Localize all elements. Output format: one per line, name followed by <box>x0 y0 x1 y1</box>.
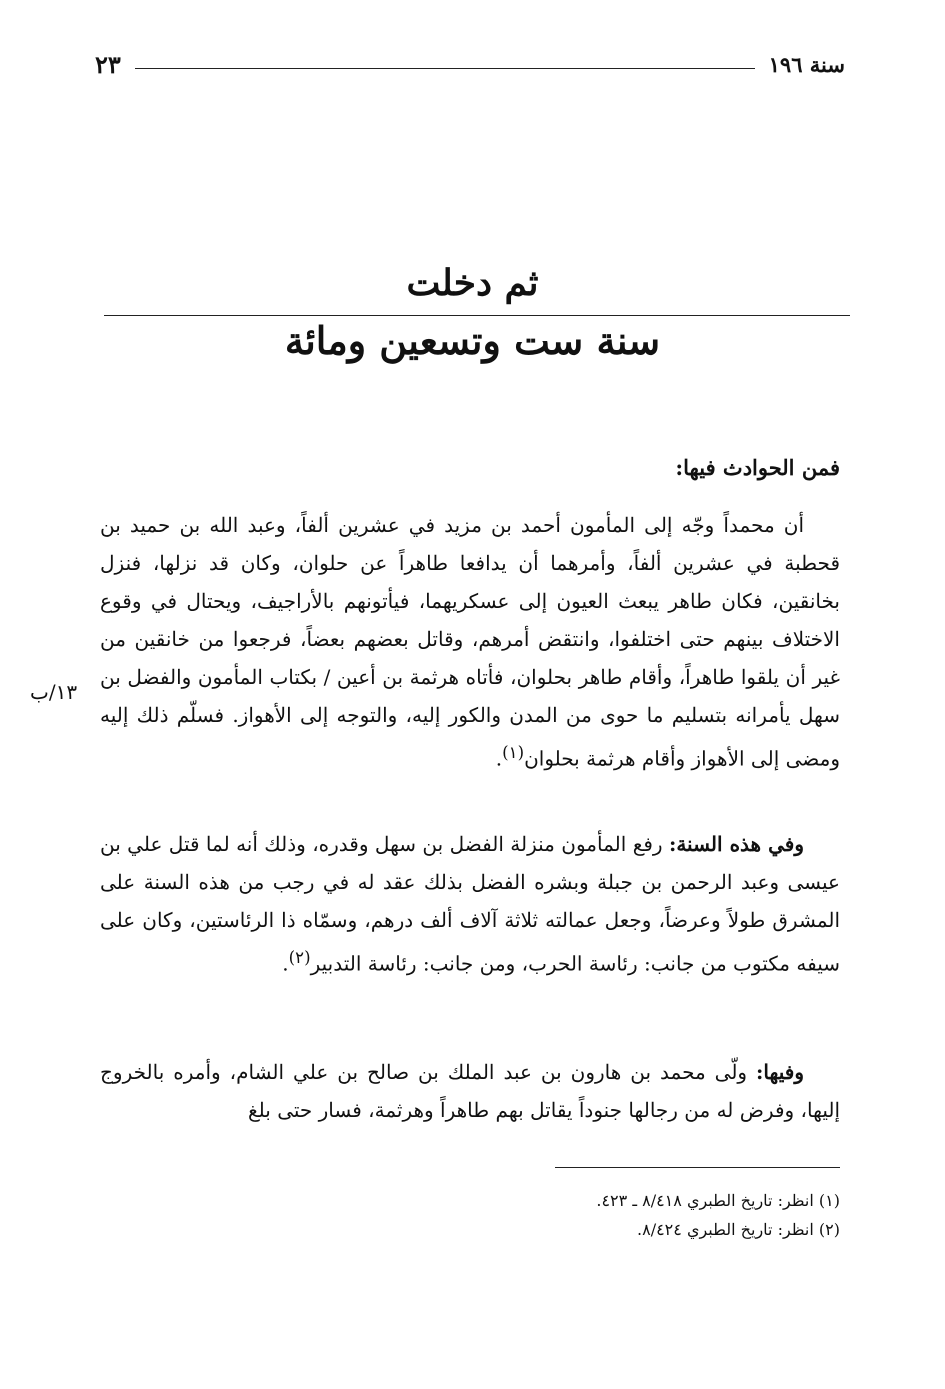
paragraph-text: رفع المأمون منزلة الفضل بن سهل وقدره، وذلك أنه لما قتل علي بن عيسى وعبد الرحمن بن جبلة وبشره الفضل بذلك عقد له في رجب من هذه السنة على المشرق طولاً وعرضاً، وجعل عمالته ثلاثة آلاف ألف درهم، وسمّاه ذا الرئاستين، وكان على سيفه مكتوب من جانب: رئاسة الحرب، ومن جانب: رئاسة التدبير <box>100 832 840 976</box>
paragraph-lead: وفيها: <box>756 1060 804 1084</box>
footnotes <box>100 1186 840 1244</box>
chapter-rule <box>104 315 850 316</box>
chapter-title: سنة ست وتسعين ومائة <box>284 318 661 363</box>
page-number: ٢٣ <box>95 49 121 79</box>
footnote-rule <box>555 1167 840 1168</box>
footnote-2: (٢) انظر: تاريخ الطبري ٨/٤٢٤. <box>637 1220 840 1239</box>
paragraph-text: أن محمداً وجّه إلى المأمون أحمد بن مزيد في عشرين ألفاً، وعبد الله بن حميد بن قحطبة في عشرين ألفاً، وأمرهما أن يدافعا طاهراً عن حلوان، وكان قد نزلها، فنزل بخانقين، فكان طاهر يبعث العيون إلى عسكريهما، فيأتونهم بالأراجيف، ويحتال في وقوع الاختلاف بينهم حتى اختلفوا، وانتقض أمرهم، وقاتل بعضهم بعضاً، فرجعوا من خانقين من غير أن يلقوا طاهراً، وأقام طاهر بحلوان، فأتاه هرثمة بن أعين / بكتاب المأمون والفضل بن سهل يأمرانه بتسليم ما حوى من المدن والكور إليه، والتوجه إلى الأهواز. فسلّم ذلك إليه ومضى إلى الأهواز وأقام هرثمة بحلوان <box>100 513 840 771</box>
running-header <box>95 44 845 84</box>
header-rule <box>135 68 755 69</box>
paragraph-text: ولّى محمد بن هارون بن عبد الملك بن صالح بن علي الشام، وأمره بالخروج إليها، وفرض له من رجالها جنوداً يقاتل بهم طاهراً وهرثمة، فسار حتى بلغ <box>100 1060 840 1122</box>
paragraph-events: أن محمداً وجّه إلى المأمون أحمد بن مزيد في عشرين ألفاً، وعبد الله بن حميد بن قحطبة في عشرين ألفاً، وأمرهما أن يدافعا طاهراً عن حلوان، وكان قد نزلها، فنزل بخانقين، فكان طاهر يبعث العيون إلى عسكريهما، فيأتونهم بالأراجيف، ويحتال في وقوع الاختلاف بينهم حتى اختلفوا، وانتقض أمرهم، وقاتل بعضهم بعضاً، فرجعوا من خانقين من غير أن يلقوا طاهراً، وأقام طاهر بحلوان، فأتاه هرثمة بن أعين / بكتاب المأمون والفضل بن سهل يأمرانه بتسليم ما حوى من المدن والكور إليه، والتوجه إلى الأهواز. فسلّم ذلك إليه ومضى إلى الأهواز وأقام هرثمة بحلوان$^{(١)}$. <box>100 513 840 771</box>
paragraph-sham <box>100 1053 840 1129</box>
paragraph-fadl: وفي هذه السنة: رفع المأمون منزلة الفضل بن سهل وقدره، وذلك أنه لما قتل علي بن عيسى وعبد الرحمن بن جبلة وبشره الفضل بذلك عقد له في رجب من هذه السنة على المشرق طولاً وعرضاً، وجعل عمالته ثلاثة آلاف ألف درهم، وسمّاه ذا الرئاستين، وكان على سيفه مكتوب من جانب: رئاسة الحرب، ومن جانب: رئاسة التدبير$^{(٢)}$. <box>100 832 840 976</box>
margin-folio-note: ١٣/ب <box>30 680 78 704</box>
running-title: سنة ١٩٦ <box>768 51 845 77</box>
footnote-ref-2: (٢) <box>288 948 311 967</box>
chapter-kicker: ثم دخلت <box>406 262 539 304</box>
section-heading: فمن الحوادث فيها: <box>675 455 840 480</box>
footnote-1: (١) انظر: تاريخ الطبري ٨/٤١٨ ـ ٤٢٣. <box>596 1191 840 1210</box>
footnote-ref-1: (١) <box>502 743 525 762</box>
paragraph-lead: وفي هذه السنة: <box>668 832 804 856</box>
